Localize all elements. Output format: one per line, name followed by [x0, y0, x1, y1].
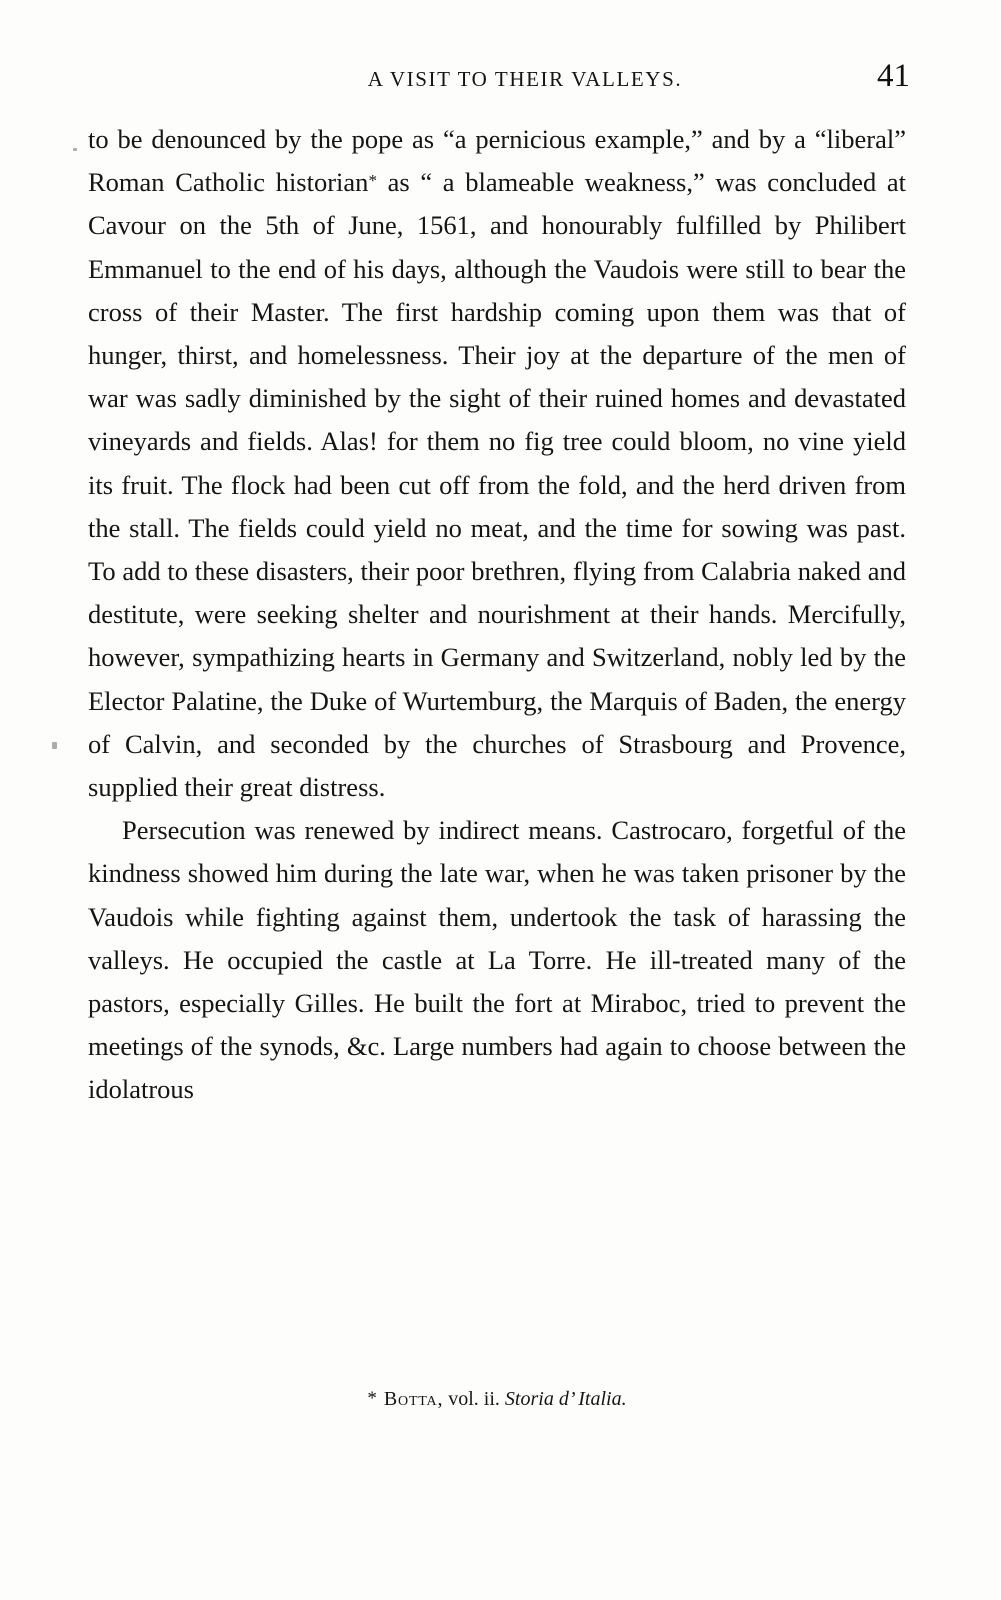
paragraph-1 [88, 118, 906, 809]
footnote-work-title: Storia d’ Italia. [504, 1388, 627, 1410]
page-speck-mark [52, 742, 57, 749]
paragraph-1-text-before-footnote: to be denounced by the pope as “a pernicious example,” and by a “liberal” Roman Catholic historian [88, 124, 906, 198]
running-head-title: A VISIT TO THEIR VALLEYS. [367, 67, 683, 91]
footnote-reference-marker[interactable]: * [368, 171, 377, 191]
footnote-volume: vol. ii. [443, 1388, 505, 1410]
paragraph-2: Persecution was renewed by indirect means. Castrocaro, forgetful of the kindness showed him during the late war, when he was taken prisoner by the Vaudois while fighting against them, undertook the task of harassing the valleys. He occupied the castle at La Torre. He ill-treated many of the pastors, especially Gilles. He built the fort at Miraboc, tried to prevent the meetings of the synods, &c. Large numbers had again to choose between the idolatrous [88, 815, 906, 1105]
page-number: 41 [877, 58, 910, 94]
footnote-asterisk-icon: * [367, 1388, 377, 1409]
page-body [88, 118, 906, 1112]
footnote-block [88, 1388, 906, 1411]
page-header [90, 58, 910, 95]
page-speck-mark [73, 148, 77, 151]
footnote-author: Botta, [383, 1388, 444, 1410]
paragraph-1-text-after-footnote: as “ a blameable weakness,” was concluded at Cavour on the 5th of June, 1561, and honourably fulfilled by Philibert Emmanuel to the end of his days, although the Vaudois were still to bear the cross of their Master. The first hardship coming upon them was that of hunger, thirst, and homelessness. Their joy at the departure of the men of war was sadly diminished by the sight of their ruined homes and devastated vineyards and fields. Alas! for them no fig tree could bloom, no vine yield its fruit. The flock had been cut off from the fold, and the herd driven from the stall. The fields could yield no meat, and the time for sowing was past. To add to these disasters, their poor brethren, flying from Calabria naked and destitute, were seeking shelter and nourishment at their hands. Mercifully, however, sympathizing hearts in Germany and Switzerland, nobly led by the Elector Palatine, the Duke of Wurtemburg, the Marquis of Baden, the energy of Calvin, and seconded by the churches of Strasbourg and Provence, supplied their great distress. [88, 167, 907, 803]
